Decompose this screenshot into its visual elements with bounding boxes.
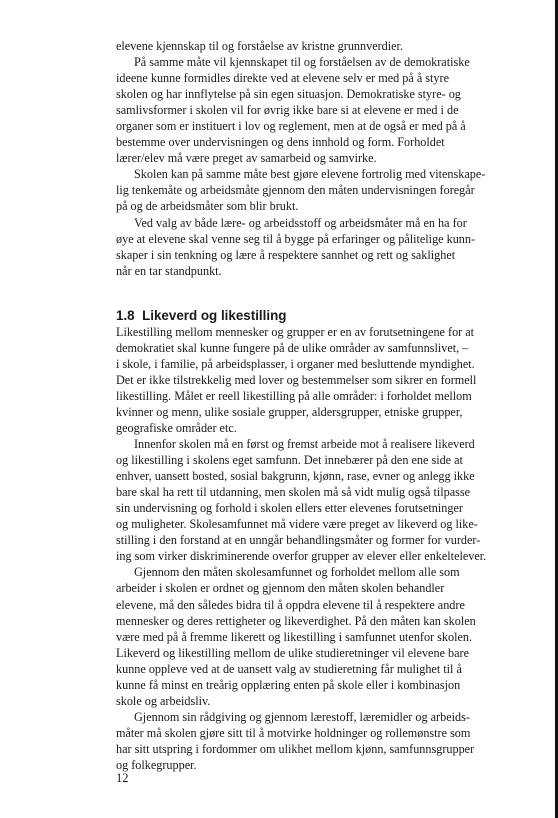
paragraph-intro-continuation: elevene kjennskap til og forståelse av kristne grunnverdier. bbox=[116, 39, 403, 53]
paragraph-guidance: Gjennom sin rådgiving og gjennom lærestoff, læremidler og arbeids- måter må skolen gjøre sitt til å motvirke holdninger og rollemønstre som har sitt utspring i fordommer om ulikhet mellom kjønn, samfunnsgrupper og folkegrupper. bbox=[116, 709, 475, 772]
paragraph-scientific-thinking: Skolen kan på samme måte best gjøre elevene fortrolig med vitenskape- lig tenkemåte og arbeidsmåte gjennom den måten undervisningen foregår på og de arbeidsmåter som blir brukt. bbox=[116, 167, 486, 214]
paragraph-equality-school: Innenfor skolen må en først og fremst arbeide mot å realisere likeverd og likestilling i skolens eget samfunn. Det innebærer på den ene side at enhver, uansett bosted, sosial bakgrunn, kjønn, rase, evner og anlegg ikke bare skal ha rett til utdanning, men skolen må så vidt mulig også tilpasse sin undervisning og forhold i skolen ellers etter elevenes forutsetninger og muligheter. Skolesamfunnet må videre være preget av likeverd og like- stilling i den forstand at en unngår behandlingsmåter og former for vurder- ing som virker diskriminerende overfor grupper av elever eller enkeltelever. bbox=[116, 437, 487, 564]
page-body bbox=[116, 38, 530, 773]
paragraph-school-community: Gjennom den måten skolesamfunnet og forholdet mellom alle som arbeider i skolen er ordnet og gjennom den måten skolen behandler elevene, må den således bidra til å oppdra elevene til å respektere andre mennesker og deres rettigheter og likeverdighet. På den måten kan skolen være med på å fremme likerett og likestilling i samfunnet utenfor skolen. Likeverd og likestilling mellom de ulike studieretninger vil elevene bare kunne oppleve ved at de uansett valg av studieretning får mulighet til å kunne få minst en treårig opplæring enten på skole eller i kombinasjon skole og arbeidsliv. bbox=[116, 565, 476, 708]
paragraph-democratic-ideas: På samme måte vil kjennskapet til og forståelsen av de demokratiske ideene kunne formidles direkte ved at elevene selv er med på å styre skolen og har innflytelse på sin egen situasjon. Demokratiske styre- og samlivsformer i skolen vil for øvrig ikke bare si at elevene er med i de organer som er instituert i lov og reglement, men at de også er med på å bestemme over undervisningen og dens innhold og form. Forholdet lærer/elev må være preget av samarbeid og samvirke. bbox=[116, 55, 470, 166]
page-number: 12 bbox=[116, 771, 129, 785]
section-heading bbox=[116, 307, 530, 324]
paragraph-subject-choice: Ved valg av både lære- og arbeidsstoff og arbeidsmåter må en ha for øye at elevene skal venne seg til å bygge på erfaringer og pålitelige kunn- skaper i sin tenkning og lære å respektere sannhet og rett og saklighet når en tar standpunkt. bbox=[116, 215, 476, 278]
section-title: Likeverd og likestilling bbox=[142, 307, 287, 323]
paragraph-equality-intro: Likestilling mellom mennesker og grupper er en av forutsetningene for at demokratiet skal kunne fungere på de ulike områder av samfunnslivet, – i skole, i familie, på arbeidsplasser, i organer med besluttende myndighet. Det er ikke tilstrekkelig med lover og bestemmelser som sikrer en formell likestilling. Målet er reell likestilling på alle områder: i forholdet mellom kvinner og menn, ulike sosiale grupper, aldersgrupper, etniske grupper, geografiske områder etc. bbox=[116, 324, 477, 435]
section-number: 1.8 bbox=[116, 307, 135, 323]
